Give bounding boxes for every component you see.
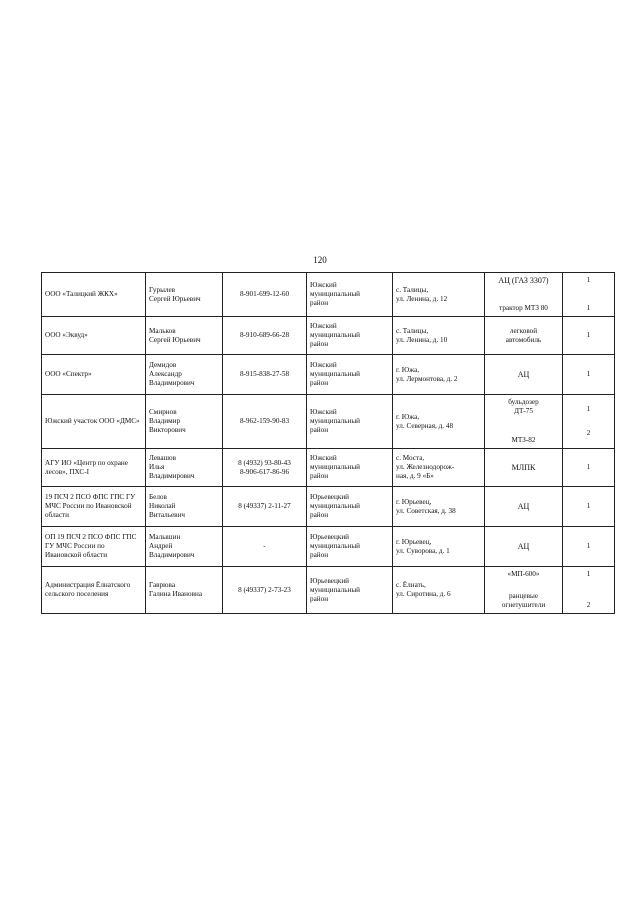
equipment-item: огнетушители (501, 601, 546, 609)
quantity-cell (563, 317, 615, 355)
phone-number: - (263, 542, 266, 550)
phone-number: 8-915-838-27-58 (239, 370, 290, 378)
phone-number: 8-901-699-12-60 (239, 290, 290, 298)
address-line: ул. Лермонтова, д. 2 (396, 374, 458, 383)
organization-cell: 19 ПСЧ 2 ПСО ФПС ГПС ГУ МЧС России по Ивановской области (42, 487, 146, 527)
phone-number: 8 (4932) 93-80-43 (238, 458, 291, 467)
quantity-cell (563, 567, 615, 614)
district-line: район (310, 340, 329, 348)
phone-number: 8-906-617-86-96 (239, 467, 290, 476)
organization-cell: Южский участок ООО «ДМС» (42, 395, 146, 449)
table-row (42, 317, 615, 355)
district-line: Юрьевецкий (310, 533, 350, 541)
district-line: Южский (310, 322, 337, 330)
contact-line: Смирнов (149, 408, 177, 416)
contact-person-cell (146, 273, 223, 317)
phone-cell (223, 567, 307, 614)
district-line: Южский (310, 454, 337, 462)
phone-cell (223, 527, 307, 567)
contact-line: Владимирович (149, 551, 195, 559)
district-line: муниципальный (310, 542, 361, 550)
contact-person-cell (146, 487, 223, 527)
quantity-value: 1 (586, 463, 591, 471)
table-row (42, 273, 615, 317)
address-line: ул. Суворова, д. 1 (396, 546, 450, 555)
contact-person-cell (146, 567, 223, 614)
address-cell (393, 273, 485, 317)
contact-line: Сергей Юрьевич (149, 335, 201, 344)
equipment-item: легковой (509, 326, 538, 335)
quantity-cell (563, 355, 615, 395)
contact-person-cell (146, 527, 223, 567)
district-cell (307, 317, 393, 355)
phone-number: 8 (49337) 2-73-23 (238, 585, 291, 594)
equipment-item: АЦ (517, 369, 530, 379)
district-cell (307, 487, 393, 527)
contact-line: Владимирович (149, 472, 195, 480)
equipment-item: МТЗ-82 (511, 436, 536, 444)
contact-line: Владимирович (149, 379, 195, 387)
address-line: с. Талицы, (396, 285, 429, 294)
district-line: Южский (310, 281, 337, 289)
equipment-cell (485, 317, 563, 355)
equipment-item: МЛПК (511, 462, 536, 472)
quantity-cell (563, 395, 615, 449)
contact-line: Сергей Юрьевич (149, 294, 201, 303)
quantity-cell (563, 449, 615, 487)
quantity-value: 2 (586, 428, 591, 437)
equipment-item: автомобиль (505, 335, 542, 344)
table-row (42, 395, 615, 449)
contact-line: Левашов (149, 454, 177, 462)
quantity-cell (563, 487, 615, 527)
address-line: г. Юрьевец, (396, 537, 432, 546)
district-line: муниципальный (310, 585, 361, 594)
district-line: район (310, 472, 329, 480)
contact-line: Демидов (149, 361, 177, 369)
contact-line: Николай (149, 502, 176, 510)
equipment-cell (485, 567, 563, 614)
address-cell (393, 527, 485, 567)
district-cell (307, 449, 393, 487)
address-line: ул. Северная, д. 48 (396, 421, 454, 430)
district-line: муниципальный (310, 463, 361, 471)
contact-person-cell (146, 355, 223, 395)
contact-line: Малышин (149, 533, 181, 541)
equipment-cell (485, 487, 563, 527)
address-cell (393, 449, 485, 487)
contact-line: Гаврюва (149, 581, 176, 589)
phone-cell (223, 449, 307, 487)
phone-cell (223, 273, 307, 317)
contact-line: Гурылев (149, 285, 176, 294)
phone-number: 8-910-689-66-28 (239, 331, 290, 339)
equipment-item: ДТ-75 (514, 407, 533, 415)
address-line: ул. Советская, д. 38 (396, 506, 456, 515)
district-line: район (310, 594, 329, 603)
equipment-item: АЦ (517, 541, 530, 551)
contact-person-cell (146, 449, 223, 487)
district-line: район (310, 551, 329, 559)
quantity-value: 1 (586, 502, 591, 510)
address-cell (393, 567, 485, 614)
district-line: муниципальный (310, 290, 361, 298)
contact-line: Владимир (149, 417, 181, 425)
address-line: с. Ёлнать, (396, 581, 426, 589)
district-line: район (310, 379, 329, 387)
equipment-item: АЦ (517, 501, 530, 511)
phone-number: 8 (49337) 2-11-27 (238, 502, 291, 510)
resources-table (41, 272, 615, 614)
table-row (42, 527, 615, 567)
contact-line: Илья (149, 463, 165, 471)
quantity-value: 1 (586, 405, 591, 414)
phone-number: 8-962-159-90-83 (239, 417, 290, 425)
organization-cell: ООО «Эквуд» (42, 317, 146, 355)
contact-person-cell (146, 395, 223, 449)
organization-cell: ООО «Спектр» (42, 355, 146, 395)
district-line: муниципальный (310, 331, 361, 339)
organization-cell: АГУ ИО «Центр по охране лесов», ПХС-I (42, 449, 146, 487)
district-line: Южский (310, 408, 337, 416)
district-line: район (310, 299, 329, 307)
contact-line: Галина Ивановна (149, 590, 203, 598)
district-line: район (310, 426, 329, 434)
quantity-value: 1 (586, 570, 591, 578)
phone-cell (223, 395, 307, 449)
organization-cell: Администрация Ёлнатского сельского поселения (42, 567, 146, 614)
contact-person-cell (146, 317, 223, 355)
table-row (42, 567, 615, 614)
phone-cell (223, 355, 307, 395)
address-line: с. Моста, (396, 454, 425, 462)
address-cell (393, 395, 485, 449)
address-cell (393, 317, 485, 355)
address-cell (393, 487, 485, 527)
contact-line: Александр (149, 370, 182, 378)
address-line: с. Талицы, (396, 326, 429, 335)
district-line: Южский (310, 361, 337, 369)
table-body (42, 273, 615, 614)
equipment-cell (485, 355, 563, 395)
district-cell (307, 395, 393, 449)
district-line: район (310, 511, 329, 519)
quantity-value: 1 (586, 276, 591, 284)
contact-line: Витальевич (149, 511, 186, 519)
quantity-cell (563, 527, 615, 567)
district-line: муниципальный (310, 417, 361, 425)
equipment-item: ранцевые (508, 592, 539, 600)
address-line: ная, д. 9 «Б» (396, 472, 434, 480)
table-row (42, 355, 615, 395)
table-row (42, 449, 615, 487)
page-number: 120 (313, 255, 327, 265)
equipment-cell (485, 527, 563, 567)
phone-cell (223, 317, 307, 355)
quantity-cell (563, 273, 615, 317)
organization-cell: ОП 19 ПСЧ 2 ПСО ФПС ГПС ГУ МЧС России по Ивановской области (42, 527, 146, 567)
address-line: ул. Ленина, д. 10 (396, 335, 448, 344)
quantity-value: 2 (586, 601, 591, 609)
quantity-value: 1 (586, 542, 591, 550)
equipment-cell (485, 395, 563, 449)
district-cell (307, 273, 393, 317)
organization-cell: ООО «Талицкий ЖКХ» (42, 273, 146, 317)
equipment-item: трактор МТЗ 80 (499, 304, 548, 312)
address-line: г. Южа, (396, 365, 420, 374)
quantity-value: 1 (586, 304, 591, 312)
quantity-value: 1 (586, 331, 591, 339)
contact-line: Мальков (149, 326, 176, 335)
equipment-item: бульдозер (508, 398, 539, 406)
address-line: ул. Сиротина, д. 6 (396, 590, 451, 598)
district-line: Юрьевецкий (310, 576, 350, 585)
contact-line: Белов (149, 493, 167, 501)
district-line: муниципальный (310, 370, 361, 378)
equipment-cell (485, 273, 563, 317)
contact-line: Викторович (149, 426, 186, 434)
district-cell (307, 567, 393, 614)
address-cell (393, 355, 485, 395)
district-line: Юрьевецкий (310, 493, 350, 501)
quantity-value: 1 (586, 370, 591, 378)
address-line: ул. Ленина, д. 12 (396, 294, 448, 303)
address-line: ул. Железнодорож- (396, 463, 455, 471)
address-line: г. Южа, (396, 412, 420, 421)
district-cell (307, 355, 393, 395)
phone-cell (223, 487, 307, 527)
district-line: муниципальный (310, 502, 361, 510)
address-line: г. Юрьевец, (396, 497, 432, 506)
district-cell (307, 527, 393, 567)
equipment-item: «МП-600» (507, 570, 540, 578)
equipment-cell (485, 449, 563, 487)
table-row (42, 487, 615, 527)
contact-line: Андрей (149, 542, 173, 550)
equipment-item: АЦ (ГАЗ 3307) (498, 276, 549, 285)
